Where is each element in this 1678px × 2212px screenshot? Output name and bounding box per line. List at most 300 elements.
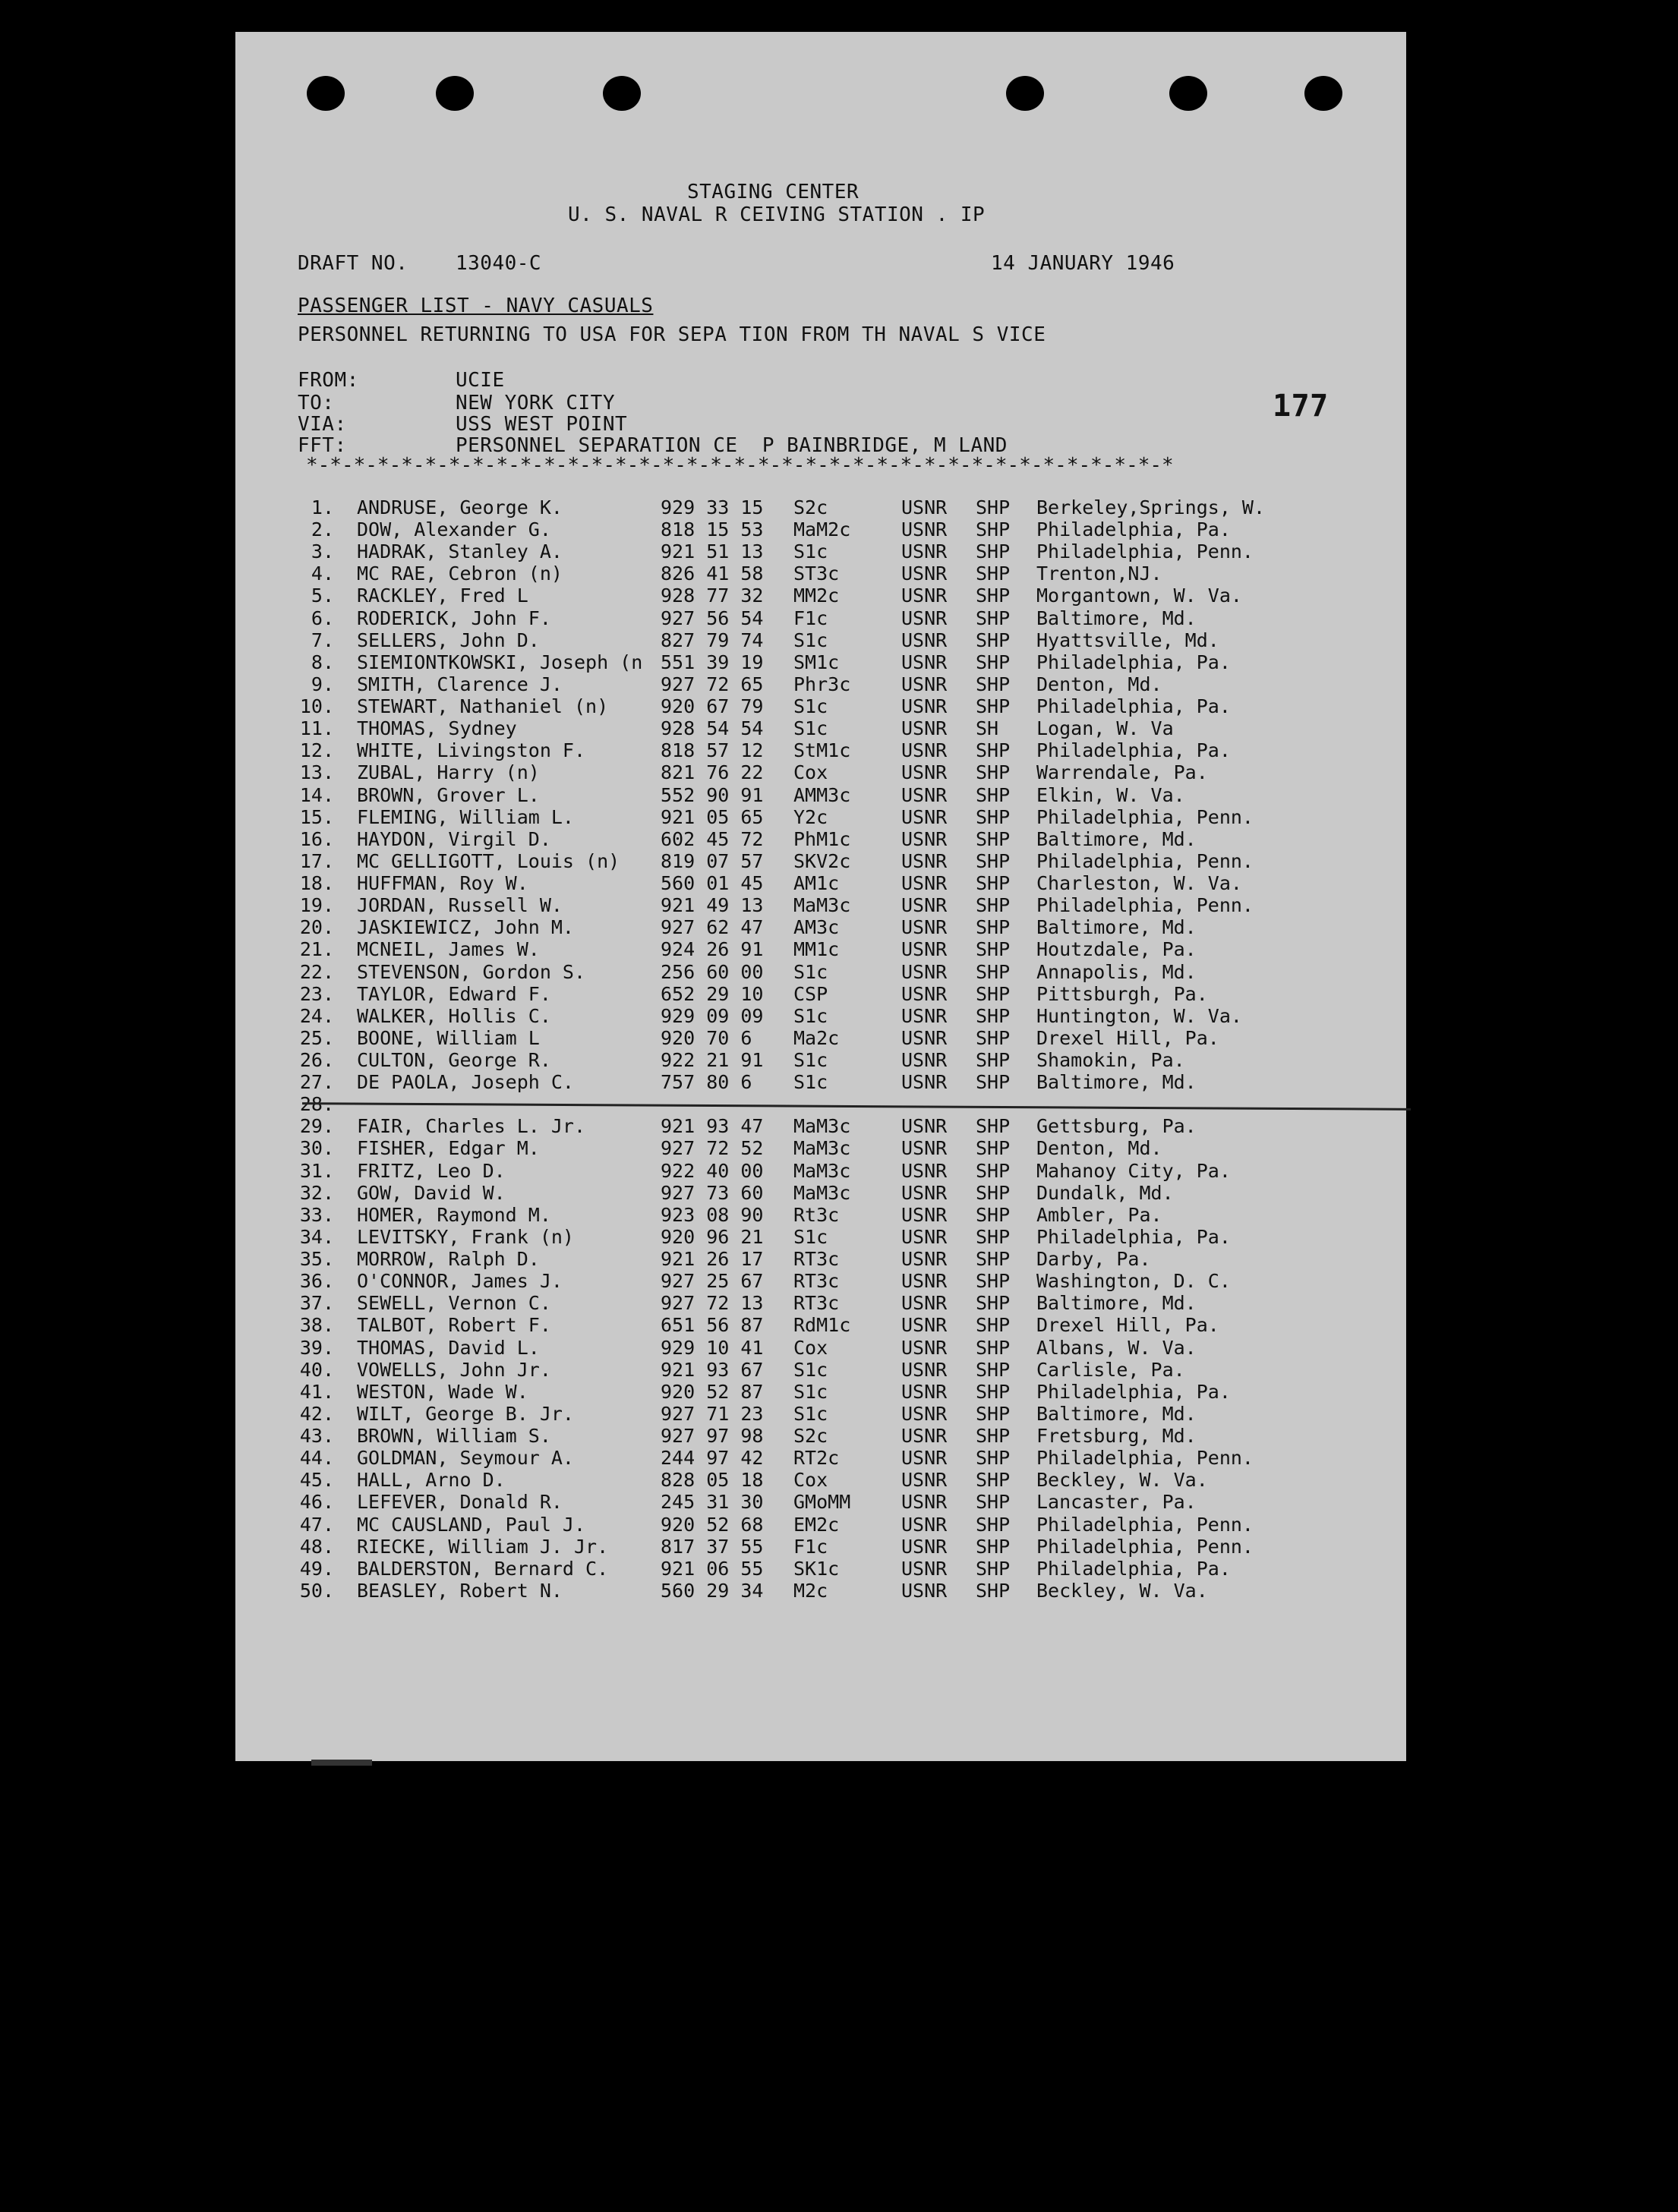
- passenger-name: BOONE, William L: [357, 1026, 540, 1049]
- service-number: 819 07 57: [661, 849, 764, 872]
- passenger-name: FLEMING, William L.: [357, 805, 574, 828]
- rate: AM1c: [793, 872, 840, 895]
- page-number: 177: [1273, 389, 1329, 424]
- draft-label: DRAFT NO.: [298, 252, 408, 275]
- branch: USNR: [901, 1535, 948, 1558]
- rate: SKV2c: [793, 849, 851, 872]
- service-number: 920 96 21: [661, 1225, 764, 1248]
- status: SHP: [976, 1358, 1011, 1381]
- row-number: 44.: [299, 1447, 334, 1470]
- service-number: 929 33 15: [661, 496, 764, 518]
- rate: CSP: [793, 982, 828, 1005]
- branch: USNR: [901, 1513, 948, 1536]
- row-number: 11.: [299, 717, 334, 740]
- table-row: [235, 916, 1406, 939]
- branch: USNR: [901, 1026, 948, 1049]
- service-number: 827 79 74: [661, 629, 764, 651]
- row-number: 17.: [299, 849, 334, 872]
- status: SHP: [976, 1491, 1011, 1514]
- passenger-name: WESTON, Wade W.: [357, 1380, 528, 1403]
- rate: S1c: [793, 960, 828, 983]
- table-row: [235, 1447, 1406, 1470]
- row-number: 4.: [311, 562, 334, 585]
- rate: Cox: [793, 1469, 828, 1492]
- row-number: 1.: [311, 496, 334, 518]
- branch: USNR: [901, 1447, 948, 1470]
- from-value: UCIE: [456, 369, 505, 392]
- passenger-name: DOW, Alexander G.: [357, 518, 551, 541]
- status: SHP: [976, 783, 1011, 806]
- home-town: Albans, W. Va.: [1036, 1336, 1197, 1359]
- header-line-2: U. S. NAVAL R CEIVING STATION . IP: [568, 203, 986, 226]
- rate: F1c: [793, 1535, 828, 1558]
- branch: USNR: [901, 1380, 948, 1403]
- rate: MM2c: [793, 585, 840, 607]
- rate: Ma2c: [793, 1026, 840, 1049]
- table-row: [235, 1425, 1406, 1448]
- service-number: 928 77 32: [661, 585, 764, 607]
- row-number: 38.: [299, 1314, 334, 1337]
- row-number: 32.: [299, 1181, 334, 1204]
- branch: USNR: [901, 1049, 948, 1071]
- rate: MaM3c: [793, 894, 851, 917]
- home-town: Darby, Pa.: [1036, 1248, 1151, 1271]
- rate: GMoMM: [793, 1491, 851, 1514]
- branch: USNR: [901, 651, 948, 673]
- row-number: 3.: [311, 540, 334, 563]
- row-number: 33.: [299, 1203, 334, 1226]
- status: SHP: [976, 1314, 1011, 1337]
- passenger-name: MORROW, Ralph D.: [357, 1248, 540, 1271]
- status: SHP: [976, 1203, 1011, 1226]
- rate: MaM3c: [793, 1137, 851, 1160]
- passenger-list: [235, 32, 1406, 1761]
- status: SHP: [976, 629, 1011, 651]
- service-number: 927 97 98: [661, 1425, 764, 1448]
- table-row: [235, 806, 1406, 829]
- service-number: 828 05 18: [661, 1469, 764, 1492]
- status: SHP: [976, 1469, 1011, 1492]
- table-row: [235, 784, 1406, 807]
- home-town: Carlisle, Pa.: [1036, 1358, 1185, 1381]
- row-number: 34.: [299, 1225, 334, 1248]
- home-town: Lancaster, Pa.: [1036, 1491, 1197, 1514]
- service-number: 552 90 91: [661, 783, 764, 806]
- home-town: Philadelphia, Penn.: [1036, 805, 1254, 828]
- table-row: [235, 1115, 1406, 1138]
- rate: S1c: [793, 717, 828, 740]
- row-number: 10.: [299, 695, 334, 718]
- service-number: 922 21 91: [661, 1049, 764, 1071]
- row-number: 37.: [299, 1292, 334, 1315]
- rate: Rt3c: [793, 1203, 840, 1226]
- home-town: Elkin, W. Va.: [1036, 783, 1185, 806]
- rate: MaM3c: [793, 1159, 851, 1182]
- status: SHP: [976, 1380, 1011, 1403]
- to-label: TO:: [298, 392, 335, 414]
- status: SHP: [976, 1557, 1011, 1580]
- rate: StM1c: [793, 739, 851, 762]
- rate: S1c: [793, 1358, 828, 1381]
- home-town: Philadelphia, Pa.: [1036, 1380, 1231, 1403]
- row-number: 24.: [299, 1004, 334, 1027]
- table-row: [235, 518, 1406, 541]
- home-town: Huntington, W. Va.: [1036, 1004, 1242, 1027]
- rate: S1c: [793, 1004, 828, 1027]
- branch: USNR: [901, 761, 948, 784]
- passenger-name: HALL, Arno D.: [357, 1469, 506, 1492]
- passenger-name: SEWELL, Vernon C.: [357, 1292, 551, 1315]
- rate: AMM3c: [793, 783, 851, 806]
- table-row: [235, 850, 1406, 873]
- branch: USNR: [901, 1225, 948, 1248]
- branch: USNR: [901, 607, 948, 629]
- branch: USNR: [901, 1248, 948, 1271]
- passenger-name: RACKLEY, Fred L: [357, 585, 528, 607]
- fft-value: PERSONNEL SEPARATION CE P BAINBRIDGE, M LAND: [456, 434, 1008, 457]
- status: SHP: [976, 739, 1011, 762]
- passenger-name: FAIR, Charles L. Jr.: [357, 1115, 586, 1138]
- home-town: Trenton,NJ.: [1036, 562, 1162, 585]
- rate: SK1c: [793, 1557, 840, 1580]
- service-number: 929 10 41: [661, 1336, 764, 1359]
- passenger-name: BROWN, William S.: [357, 1425, 551, 1448]
- status: SHP: [976, 518, 1011, 541]
- status: SHP: [976, 695, 1011, 718]
- passenger-name: SELLERS, John D.: [357, 629, 540, 651]
- service-number: 560 29 34: [661, 1579, 764, 1602]
- table-row: [235, 585, 1406, 607]
- row-number: 16.: [299, 827, 334, 850]
- status: SHP: [976, 1137, 1011, 1160]
- service-number: 927 72 65: [661, 673, 764, 695]
- home-town: Philadelphia, Penn.: [1036, 540, 1254, 563]
- service-number: 244 97 42: [661, 1447, 764, 1470]
- service-number: 924 26 91: [661, 938, 764, 961]
- home-town: Philadelphia, Penn.: [1036, 1447, 1254, 1470]
- status: SHP: [976, 585, 1011, 607]
- draft-number: 13040-C: [456, 252, 542, 275]
- branch: USNR: [901, 629, 948, 651]
- row-number: 28.: [299, 1093, 334, 1116]
- service-number: 929 09 09: [661, 1004, 764, 1027]
- service-number: 921 26 17: [661, 1248, 764, 1271]
- home-town: Washington, D. C.: [1036, 1270, 1231, 1293]
- home-town: Philadelphia, Penn.: [1036, 1535, 1254, 1558]
- passenger-name: SMITH, Clarence J.: [357, 673, 563, 695]
- rate: Y2c: [793, 805, 828, 828]
- table-row: [235, 717, 1406, 740]
- passenger-name: ANDRUSE, George K.: [357, 496, 563, 518]
- rate: ST3c: [793, 562, 840, 585]
- home-town: Dundalk, Md.: [1036, 1181, 1174, 1204]
- service-number: 921 49 13: [661, 894, 764, 917]
- list-subtitle: PERSONNEL RETURNING TO USA FOR SEPA TION FROM TH NAVAL S VICE: [298, 323, 1046, 346]
- home-town: Hyattsville, Md.: [1036, 629, 1219, 651]
- service-number: 560 01 45: [661, 872, 764, 895]
- passenger-name: STEVENSON, Gordon S.: [357, 960, 586, 983]
- home-town: Logan, W. Va: [1036, 717, 1174, 740]
- table-row: [235, 1005, 1406, 1028]
- home-town: Philadelphia, Pa.: [1036, 695, 1231, 718]
- row-number: 2.: [311, 518, 334, 541]
- passenger-name: TALBOT, Robert F.: [357, 1314, 551, 1337]
- rate: RT2c: [793, 1447, 840, 1470]
- home-town: Philadelphia, Penn.: [1036, 849, 1254, 872]
- status: SHP: [976, 1004, 1011, 1027]
- row-number: 12.: [299, 739, 334, 762]
- branch: USNR: [901, 518, 948, 541]
- rate: RdM1c: [793, 1314, 851, 1337]
- service-number: 920 70 6: [661, 1026, 752, 1049]
- service-number: 927 56 54: [661, 607, 764, 629]
- passenger-name: HOMER, Raymond M.: [357, 1203, 551, 1226]
- service-number: 921 05 65: [661, 805, 764, 828]
- table-row: [235, 1491, 1406, 1514]
- service-number: 920 52 87: [661, 1380, 764, 1403]
- home-town: Baltimore, Md.: [1036, 916, 1197, 939]
- row-number: 13.: [299, 761, 334, 784]
- service-number: 818 15 53: [661, 518, 764, 541]
- table-row: [235, 1292, 1406, 1315]
- table-row: [235, 1359, 1406, 1382]
- table-row: [235, 872, 1406, 895]
- status: SHP: [976, 1159, 1011, 1182]
- branch: USNR: [901, 1159, 948, 1182]
- rate: MM1c: [793, 938, 840, 961]
- rate: RT3c: [793, 1270, 840, 1293]
- status: SHP: [976, 916, 1011, 939]
- passenger-name: MC GELLIGOTT, Louis (n): [357, 849, 620, 872]
- rate: Phr3c: [793, 673, 851, 695]
- row-number: 30.: [299, 1137, 334, 1160]
- table-row: [235, 828, 1406, 851]
- status: SHP: [976, 1248, 1011, 1271]
- passenger-name: VOWELLS, John Jr.: [357, 1358, 551, 1381]
- row-number: 45.: [299, 1469, 334, 1492]
- table-row: [235, 961, 1406, 984]
- branch: USNR: [901, 938, 948, 961]
- table-row: [235, 1580, 1406, 1602]
- home-town: Baltimore, Md.: [1036, 607, 1197, 629]
- status: SHP: [976, 607, 1011, 629]
- row-number: 6.: [311, 607, 334, 629]
- status: SHP: [976, 761, 1011, 784]
- service-number: 921 51 13: [661, 540, 764, 563]
- row-number: 23.: [299, 982, 334, 1005]
- service-number: 817 37 55: [661, 1535, 764, 1558]
- rate: S2c: [793, 1425, 828, 1448]
- branch: USNR: [901, 1579, 948, 1602]
- row-number: 22.: [299, 960, 334, 983]
- passenger-name: WALKER, Hollis C.: [357, 1004, 551, 1027]
- passenger-name: MC RAE, Cebron (n): [357, 562, 563, 585]
- service-number: 602 45 72: [661, 827, 764, 850]
- branch: USNR: [901, 1336, 948, 1359]
- via-label: VIA:: [298, 413, 347, 436]
- row-number: 18.: [299, 872, 334, 895]
- row-number: 49.: [299, 1557, 334, 1580]
- home-town: Baltimore, Md.: [1036, 1071, 1197, 1094]
- table-row: [235, 1337, 1406, 1360]
- service-number: 920 67 79: [661, 695, 764, 718]
- home-town: Warrendale, Pa.: [1036, 761, 1208, 784]
- row-number: 27.: [299, 1071, 334, 1094]
- rate: S2c: [793, 496, 828, 518]
- status: SHP: [976, 496, 1011, 518]
- service-number: 927 71 23: [661, 1402, 764, 1425]
- service-number: 928 54 54: [661, 717, 764, 740]
- status: SHP: [976, 1579, 1011, 1602]
- home-town: Philadelphia, Penn.: [1036, 894, 1254, 917]
- branch: USNR: [901, 1425, 948, 1448]
- branch: USNR: [901, 894, 948, 917]
- table-row: [235, 673, 1406, 696]
- status: SHP: [976, 1049, 1011, 1071]
- status: SHP: [976, 1270, 1011, 1293]
- list-title: PASSENGER LIST - NAVY CASUALS: [298, 295, 654, 317]
- table-row: [235, 1514, 1406, 1536]
- rate: S1c: [793, 1049, 828, 1071]
- home-town: Baltimore, Md.: [1036, 1402, 1197, 1425]
- header-line-1: STAGING CENTER: [687, 181, 860, 203]
- rate: AM3c: [793, 916, 840, 939]
- home-town: Philadelphia, Pa.: [1036, 651, 1231, 673]
- row-number: 50.: [299, 1579, 334, 1602]
- status: SHP: [976, 540, 1011, 563]
- table-row: [235, 1314, 1406, 1337]
- passenger-name: FRITZ, Leo D.: [357, 1159, 506, 1182]
- row-number: 14.: [299, 783, 334, 806]
- status: SHP: [976, 1425, 1011, 1448]
- table-row: [235, 1469, 1406, 1492]
- home-town: Denton, Md.: [1036, 673, 1162, 695]
- service-number: 826 41 58: [661, 562, 764, 585]
- branch: USNR: [901, 1314, 948, 1337]
- status: SHP: [976, 872, 1011, 895]
- branch: USNR: [901, 982, 948, 1005]
- home-town: Philadelphia, Pa.: [1036, 1225, 1231, 1248]
- rate: SM1c: [793, 651, 840, 673]
- page-mark: [311, 1760, 372, 1766]
- passenger-name: HADRAK, Stanley A.: [357, 540, 563, 563]
- home-town: Mahanoy City, Pa.: [1036, 1159, 1231, 1182]
- branch: USNR: [901, 783, 948, 806]
- status: SHP: [976, 1071, 1011, 1094]
- home-town: Berkeley,Springs, W.: [1036, 496, 1266, 518]
- branch: USNR: [901, 1491, 948, 1514]
- table-row: [235, 894, 1406, 917]
- home-town: Annapolis, Md.: [1036, 960, 1197, 983]
- branch: USNR: [901, 1292, 948, 1315]
- service-number: 821 76 22: [661, 761, 764, 784]
- service-number: 927 72 13: [661, 1292, 764, 1315]
- table-row: [235, 1049, 1406, 1072]
- home-town: Philadelphia, Pa.: [1036, 1557, 1231, 1580]
- branch: USNR: [901, 872, 948, 895]
- branch: USNR: [901, 739, 948, 762]
- service-number: 921 06 55: [661, 1557, 764, 1580]
- branch: USNR: [901, 1358, 948, 1381]
- passenger-name: GOLDMAN, Seymour A.: [357, 1447, 574, 1470]
- branch: USNR: [901, 673, 948, 695]
- passenger-name: ZUBAL, Harry (n): [357, 761, 540, 784]
- service-number: 245 31 30: [661, 1491, 764, 1514]
- status: SH: [976, 717, 999, 740]
- passenger-name: LEVITSKY, Frank (n): [357, 1225, 574, 1248]
- branch: USNR: [901, 695, 948, 718]
- service-number: 256 60 00: [661, 960, 764, 983]
- rate: RT3c: [793, 1292, 840, 1315]
- passenger-name: THOMAS, Sydney: [357, 717, 517, 740]
- service-number: 927 73 60: [661, 1181, 764, 1204]
- status: SHP: [976, 827, 1011, 850]
- passenger-name: BALDERSTON, Bernard C.: [357, 1557, 609, 1580]
- table-row: [235, 1071, 1406, 1094]
- status: SHP: [976, 849, 1011, 872]
- branch: USNR: [901, 1402, 948, 1425]
- branch: USNR: [901, 1469, 948, 1492]
- branch: USNR: [901, 562, 948, 585]
- home-town: Drexel Hill, Pa.: [1036, 1314, 1219, 1337]
- passenger-name: WHITE, Livingston F.: [357, 739, 586, 762]
- row-number: 47.: [299, 1513, 334, 1536]
- table-row: [235, 938, 1406, 961]
- row-number: 21.: [299, 938, 334, 961]
- table-row: [235, 496, 1406, 519]
- rate: S1c: [793, 1402, 828, 1425]
- passenger-name: HAYDON, Virgil D.: [357, 827, 551, 850]
- table-row: [235, 739, 1406, 762]
- rate: S1c: [793, 695, 828, 718]
- rate: EM2c: [793, 1513, 840, 1536]
- service-number: 757 80 6: [661, 1071, 752, 1094]
- status: SHP: [976, 1181, 1011, 1204]
- table-row: [235, 1182, 1406, 1205]
- status: SHP: [976, 894, 1011, 917]
- passenger-name: FISHER, Edgar M.: [357, 1137, 540, 1160]
- rate: S1c: [793, 629, 828, 651]
- fft-label: FFT:: [298, 434, 347, 457]
- branch: USNR: [901, 1115, 948, 1138]
- status: SHP: [976, 1535, 1011, 1558]
- passenger-name: MC CAUSLAND, Paul J.: [357, 1513, 586, 1536]
- row-number: 7.: [311, 629, 334, 651]
- branch: USNR: [901, 827, 948, 850]
- service-number: 551 39 19: [661, 651, 764, 673]
- branch: USNR: [901, 1071, 948, 1094]
- service-number: 927 72 52: [661, 1137, 764, 1160]
- status: SHP: [976, 1402, 1011, 1425]
- table-row: [235, 1403, 1406, 1426]
- home-town: Fretsburg, Md.: [1036, 1425, 1197, 1448]
- passenger-name: RIECKE, William J. Jr.: [357, 1535, 609, 1558]
- status: SHP: [976, 1115, 1011, 1138]
- home-town: Beckley, W. Va.: [1036, 1579, 1208, 1602]
- table-row: [235, 1160, 1406, 1183]
- branch: USNR: [901, 1557, 948, 1580]
- rate: MaM2c: [793, 518, 851, 541]
- row-number: 26.: [299, 1049, 334, 1071]
- row-number: 20.: [299, 916, 334, 939]
- rate: PhM1c: [793, 827, 851, 850]
- row-number: 25.: [299, 1026, 334, 1049]
- table-row: [235, 1204, 1406, 1227]
- passenger-name: CULTON, George R.: [357, 1049, 551, 1071]
- service-number: 920 52 68: [661, 1513, 764, 1536]
- service-number: 818 57 12: [661, 739, 764, 762]
- passenger-name: HUFFMAN, Roy W.: [357, 872, 528, 895]
